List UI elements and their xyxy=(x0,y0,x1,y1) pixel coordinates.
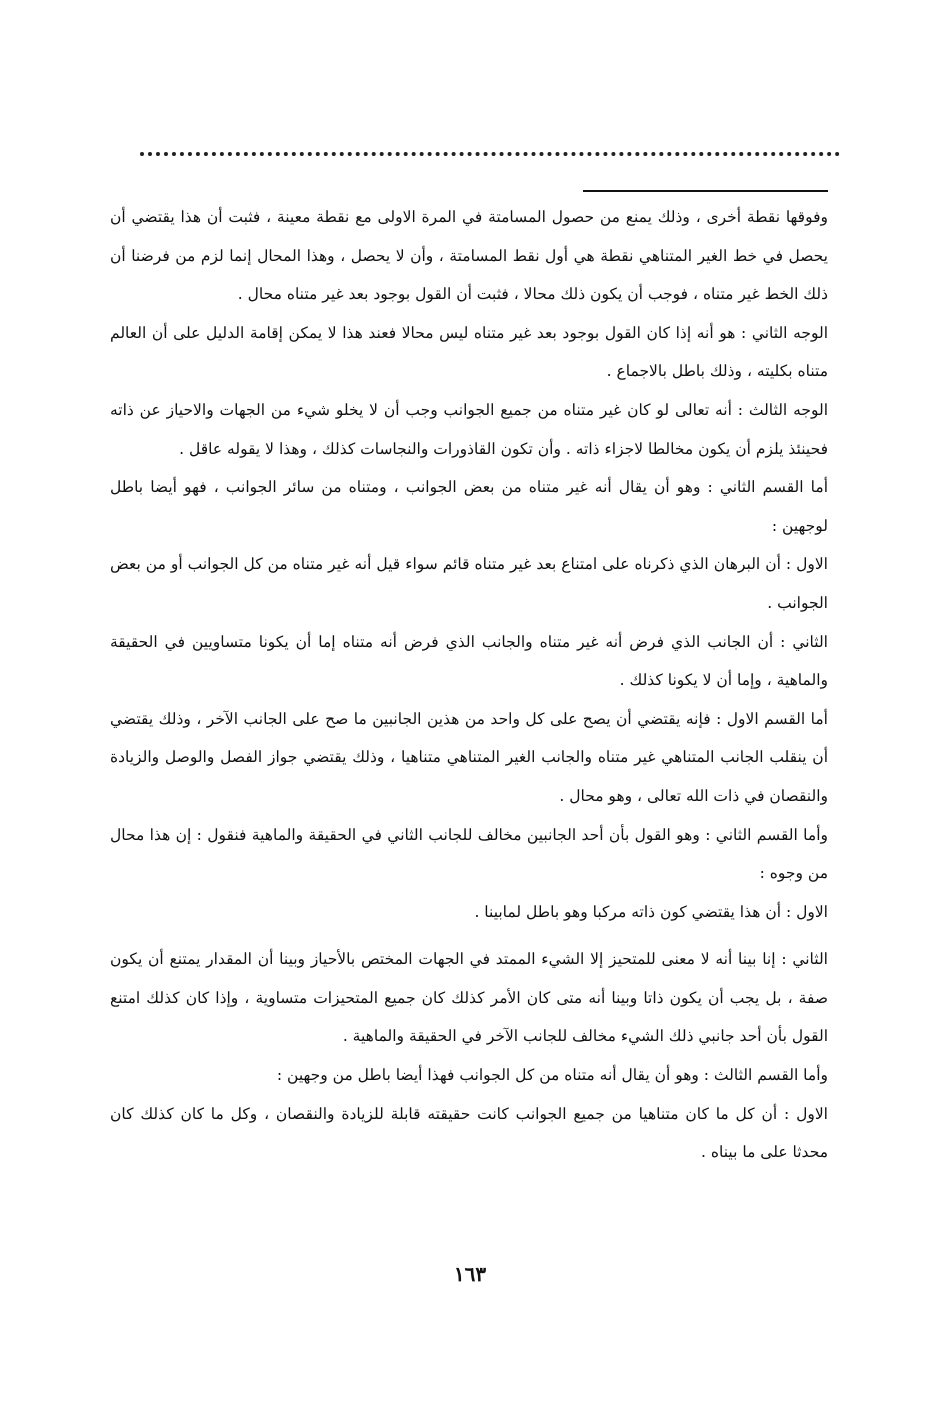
paragraph: الوجه الثاني : هو أنه إذا كان القول بوجود بعد غير متناه ليس محالا فعند هذا لا يمكن إقامة الدليل على أن العالم متناه بكليته ، وذلك باطل بالاجماع . xyxy=(110,323,828,381)
page-number: ١٦٣ xyxy=(453,1262,487,1286)
paragraph: وفوقها نقطة أخرى ، وذلك يمنع من حصول المسامتة في المرة الاولى مع نقطة معينة ، فثبت أن هذا يقتضي أن يحصل في خط الغير المتناهي نقطة هي أول نقط المسامتة ، وأن لا يحصل ، وهذا المحال إنما لزم من فرضنا أن ذلك الخط غير متناه ، فوجب أن يكون ذلك محالا ، فثبت أن القول بوجود بعد غير متناه محال . xyxy=(110,208,828,304)
paragraph: الثاني : أن الجانب الذي فرض أنه غير متناه والجانب الذي فرض أنه متناه إما أن يكونا متساويين في الحقيقة والماهية ، وإما أن لا يكونا كذلك . xyxy=(110,632,828,690)
paragraph: وأما القسم الثاني : وهو القول بأن أحد الجانبين مخالف للجانب الثاني في الحقيقة والماهية فنقول : إن هذا محال من وجوه : xyxy=(110,825,828,883)
top-rule xyxy=(583,190,828,192)
paragraph: الاول : أن البرهان الذي ذكرناه على امتناع بعد غير متناه قائم سواء قيل أنه غير متناه من كل الجوانب أو من بعض الجوانب . xyxy=(110,555,828,612)
body-text xyxy=(110,198,828,1172)
paragraph: أما القسم الثاني : وهو أن يقال أنه غير متناه من بعض الجوانب ، ومتناه من سائر الجوانب ، فهو أيضا باطل لوجهين : xyxy=(110,478,828,535)
paragraph: الاول : أن كل ما كان متناهيا من جميع الجوانب كانت حقيقته قابلة للزيادة والنقصان ، وكل ما كان كذلك كان محدثا على ما بيناه . xyxy=(110,1104,828,1162)
paragraph: الاول : أن هذا يقتضي كون ذاته مركبا وهو باطل لمابينا . xyxy=(474,902,828,921)
paragraph: الثاني : إنا بينا أنه لا معنى للمتحيز إلا الشيء الممتد في الجهات المختص بالأحياز وبينا أن المقدار يمتنع أن يكون صفة ، بل يجب أن يكون ذاتا وبينا أنه متى كان الأمر كذلك كان جميع المتحيزات متساوية ، وإذا كان كذلك امتنع القول بأن أحد جانبي ذلك الشيء مخالف للجانب الآخر في الحقيقة والماهية . xyxy=(110,950,828,1046)
paragraph: أما القسم الاول : فإنه يقتضي أن يصح على كل واحد من هذين الجانبين ما صح على الجانب الآخر ، وذلك يقتضي أن ينقلب الجانب المتناهي غير متناه والجانب الغير المتناهي متناهيا ، وذلك يقتضي جواز الفصل والوصل والزيادة والنقصان في ذات الله تعالى ، وهو محال . xyxy=(110,709,828,805)
paragraph: الوجه الثالث : أنه تعالى لو كان غير متناه من جميع الجوانب وجب أن لا يخلو شيء من الجهات والاحياز عن ذاته فحينئذ يلزم أن يكون مخالطا لاجزاء ذاته . وأن تكون القاذورات والنجاسات كذلك ، وهذا لا يقوله عاقل . xyxy=(110,400,828,458)
dotted-separator xyxy=(140,152,840,156)
paragraph: وأما القسم الثالث : وهو أن يقال أنه متناه من كل الجوانب فهذا أيضا باطل من وجهين : xyxy=(276,1066,828,1085)
